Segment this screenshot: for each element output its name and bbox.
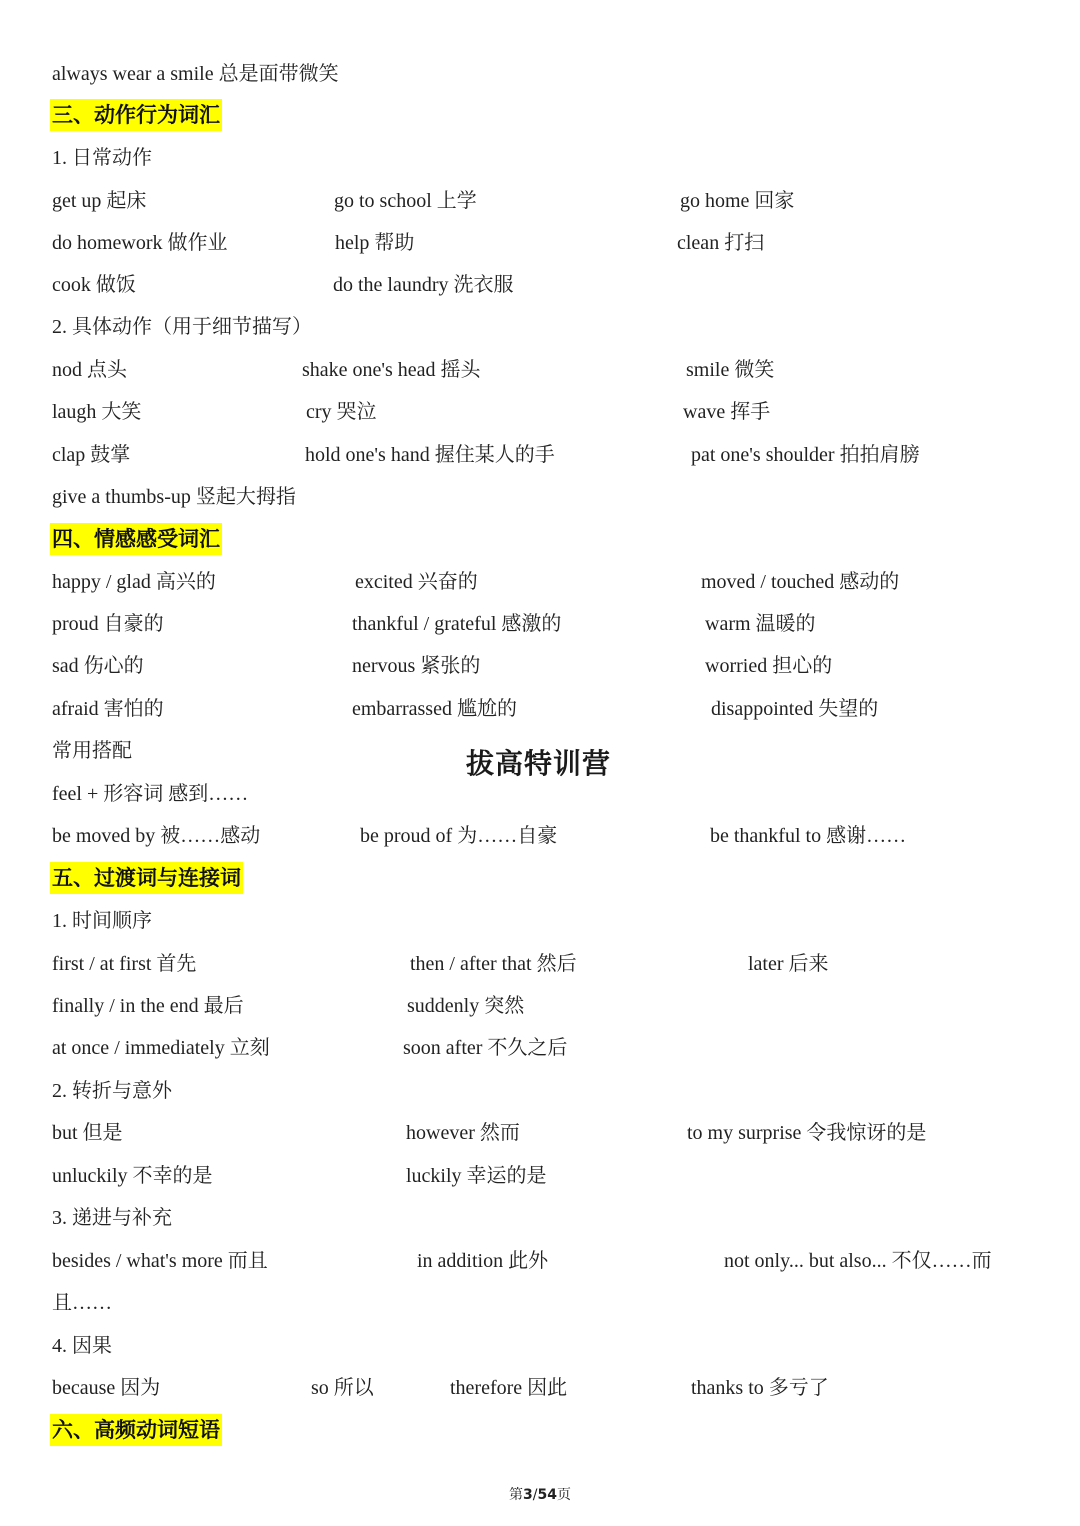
vocab-item: thanks to 多亏了 xyxy=(691,1377,829,1399)
vocab-item: be proud of 为……自豪 xyxy=(360,825,558,847)
vocab-item: go to school 上学 xyxy=(334,190,477,212)
page-separator: / xyxy=(532,1487,538,1503)
subsection-title: 3. 递进与补充 xyxy=(52,1207,172,1229)
vocab-item: proud 自豪的 xyxy=(52,613,164,635)
vocab-item: besides / what's more 而且 xyxy=(52,1250,268,1272)
subsection-title: 2. 具体动作（用于细节描写） xyxy=(52,316,312,338)
vocab-item: cry 哭泣 xyxy=(306,401,377,423)
vocab-item: wave 挥手 xyxy=(683,401,771,423)
subsection-title: 4. 因果 xyxy=(52,1335,112,1357)
vocab-item: moved / touched 感动的 xyxy=(701,571,900,593)
section-heading-actions: 三、动作行为词汇 xyxy=(50,99,222,131)
vocab-item: disappointed 失望的 xyxy=(711,698,879,720)
vocab-item: smile 微笑 xyxy=(686,359,775,381)
vocab-item: pat one's shoulder 拍拍肩膀 xyxy=(691,444,920,466)
page-prefix: 第 xyxy=(509,1487,524,1503)
vocab-item: suddenly 突然 xyxy=(407,995,525,1017)
vocab-item: nod 点头 xyxy=(52,359,127,381)
total-pages: 54 xyxy=(537,1487,557,1503)
subsection-title: 常用搭配 xyxy=(52,740,132,762)
vocab-item: luckily 幸运的是 xyxy=(406,1165,547,1187)
vocab-item: embarrassed 尴尬的 xyxy=(352,698,517,720)
vocab-item: get up 起床 xyxy=(52,190,147,212)
current-page: 3 xyxy=(523,1487,533,1503)
vocab-item: help 帮助 xyxy=(335,232,415,254)
page-number xyxy=(0,1484,1080,1504)
vocab-item: then / after that 然后 xyxy=(410,953,577,975)
section-heading-transitions: 五、过渡词与连接词 xyxy=(50,862,243,894)
vocab-item: do the laundry 洗衣服 xyxy=(333,274,514,296)
subsection-title: 1. 时间顺序 xyxy=(52,910,152,932)
vocab-item: however 然而 xyxy=(406,1122,520,1144)
vocab-item: hold one's hand 握住某人的手 xyxy=(305,444,555,466)
vocab-item: thankful / grateful 感激的 xyxy=(352,613,562,635)
vocab-item: warm 温暖的 xyxy=(705,613,816,635)
watermark-text: 拔高特训营 xyxy=(466,747,612,780)
vocab-item: be thankful to 感谢…… xyxy=(710,825,907,847)
vocab-item: not only... but also... 不仅……而 xyxy=(724,1250,992,1272)
section-heading-verb-phrases: 六、高频动词短语 xyxy=(50,1414,222,1446)
vocab-item: always wear a smile 总是面带微笑 xyxy=(52,63,339,85)
vocab-item: afraid 害怕的 xyxy=(52,698,164,720)
vocab-item: unluckily 不幸的是 xyxy=(52,1165,213,1187)
vocab-item: therefore 因此 xyxy=(450,1377,568,1399)
vocab-item: feel + 形容词 感到…… xyxy=(52,783,249,805)
vocab-item: later 后来 xyxy=(748,953,829,975)
vocab-item: but 但是 xyxy=(52,1122,123,1144)
page-suffix: 页 xyxy=(556,1487,571,1503)
vocab-item: give a thumbs-up 竖起大拇指 xyxy=(52,486,296,508)
vocab-item: clean 打扫 xyxy=(677,232,765,254)
vocab-item: soon after 不久之后 xyxy=(403,1037,568,1059)
vocab-item: excited 兴奋的 xyxy=(355,571,478,593)
vocab-item: finally / in the end 最后 xyxy=(52,995,244,1017)
subsection-title: 2. 转折与意外 xyxy=(52,1080,172,1102)
vocab-item: because 因为 xyxy=(52,1377,161,1399)
vocab-item: sad 伤心的 xyxy=(52,655,144,677)
vocab-item-continuation: 且…… xyxy=(52,1292,112,1314)
vocab-item: do homework 做作业 xyxy=(52,232,228,254)
vocab-item: first / at first 首先 xyxy=(52,953,197,975)
vocab-item: in addition 此外 xyxy=(417,1250,549,1272)
vocab-item: laugh 大笑 xyxy=(52,401,142,423)
vocab-item: clap 鼓掌 xyxy=(52,444,131,466)
vocab-item: to my surprise 令我惊讶的是 xyxy=(687,1122,927,1144)
vocab-item: worried 担心的 xyxy=(705,655,833,677)
vocab-item: cook 做饭 xyxy=(52,274,136,296)
vocab-item: at once / immediately 立刻 xyxy=(52,1037,270,1059)
vocab-item: nervous 紧张的 xyxy=(352,655,481,677)
subsection-title: 1. 日常动作 xyxy=(52,147,152,169)
vocab-item: shake one's head 摇头 xyxy=(302,359,481,381)
vocab-item: happy / glad 高兴的 xyxy=(52,571,216,593)
section-heading-emotions: 四、情感感受词汇 xyxy=(50,523,222,555)
vocab-item: so 所以 xyxy=(311,1377,374,1399)
vocab-item: go home 回家 xyxy=(680,190,795,212)
vocab-item: be moved by 被……感动 xyxy=(52,825,261,847)
